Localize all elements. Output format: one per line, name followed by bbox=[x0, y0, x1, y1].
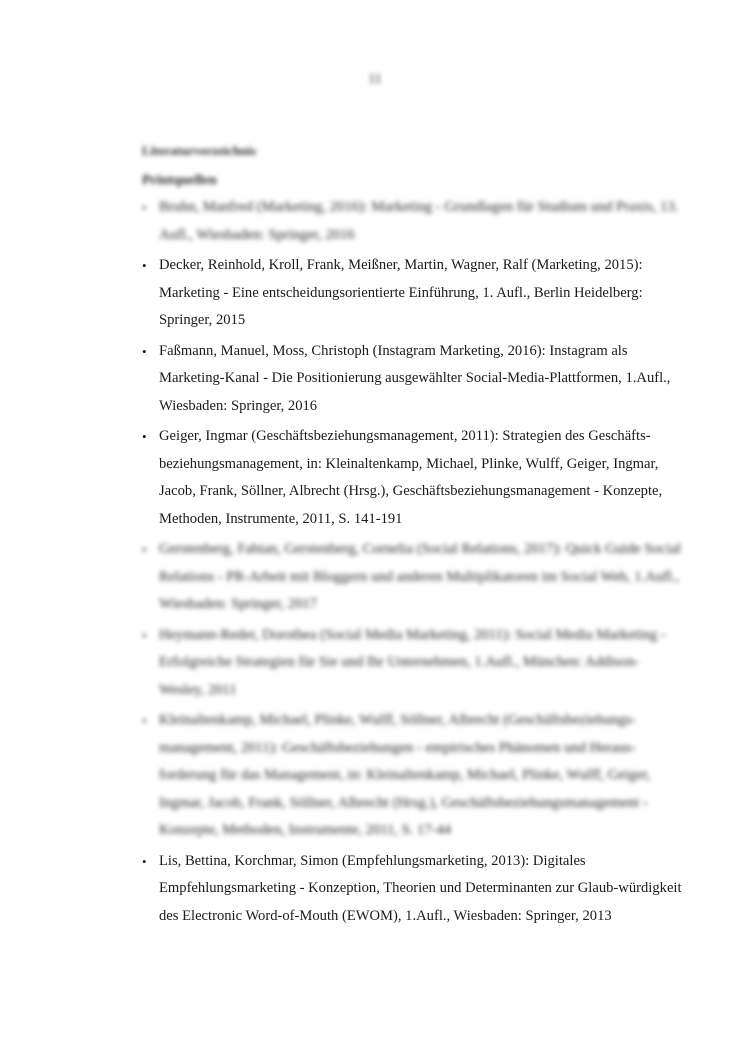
section-heading: Literaturverzeichnis bbox=[142, 143, 257, 158]
bullet-icon: • bbox=[142, 542, 147, 557]
reference-text: Geiger, Ingmar (Geschäftsbeziehungsmanagement, 2011): Strategien des Geschäfts-beziehungsmanagement, in: Kleinaltenkamp, Michael, Plinke, Wulff, Geiger, Ingmar, Jacob, Frank, Söllner, Albrecht (Hrsg.), Geschäftsbeziehungsmanagement - Konzepte, Methoden, Instrumente, 2011, S. 141-191 bbox=[159, 428, 663, 527]
reference-text: Decker, Reinhold, Kroll, Frank, Meißner, Martin, Wagner, Ralf (Marketing, 2015): Marketing - Eine entscheidungsorientierte Einführung, 1. Aufl., Berlin Heidelberg: Springer, 2015 bbox=[159, 257, 643, 328]
document-body bbox=[142, 140, 682, 933]
bullet-icon: • bbox=[142, 258, 147, 273]
reference-text: Lis, Bettina, Korchmar, Simon (Empfehlungsmarketing, 2013): Digitales Empfehlungsmarketing - Konzeption, Theorien und Determinanten zur Glaub-würdigkeit des Electronic Word-of-Mouth (EWOM), 1.Aufl., Wiesbaden: Springer, 2013 bbox=[159, 852, 682, 924]
reference-text: Faßmann, Manuel, Moss, Christoph (Instagram Marketing, 2016): Instagram als Marketing-Kanal - Die Positionierung ausgewählter Social-Media-Plattformen, 1.Aufl., Wiesbaden: Springer, 2016 bbox=[159, 342, 671, 414]
bullet-icon: • bbox=[142, 627, 147, 643]
bullet-icon: • bbox=[142, 429, 147, 444]
reference-text: Kleinaltenkamp, Michael, Plinke, Wulff, Söllner, Albrecht (Geschäftsbeziehungs-management, 2011): Geschäftsbeziehungen - empirisches Phänomen und Heraus-forderung für das Management, in: Kleinaltenkamp, Michael, Plinke, Wulff, Geiger, Ingmar, Jacob, Frank, Söllner, Albrecht (Hrsg.), Geschäftsbeziehungsmanagement - Konzepte, Methoden, Instrumente, 2011, S. 17-44 bbox=[159, 712, 651, 838]
bullet-icon: • bbox=[142, 200, 147, 215]
reference-text: Gerstenberg, Fabian, Gerstenberg, Cornelia (Social Relations, 2017): Quick Guide Social Relations - PR-Arbeit mit Bloggern und anderen Multiplikatoren im Social Web, 1.Aufl., Wiesbaden: Springer, 2017 bbox=[159, 541, 681, 612]
reference-item bbox=[142, 194, 682, 249]
reference-item bbox=[142, 338, 682, 421]
reference-text: Bruhn, Manfred (Marketing, 2016): Marketing - Grundlagen für Studium und Praxis, 13. Aufl., Wiesbaden: Springer, 2016 bbox=[159, 199, 679, 243]
reference-item bbox=[142, 252, 682, 335]
reference-item bbox=[142, 536, 682, 619]
section-subheading: Printquellen bbox=[142, 173, 217, 188]
reference-item bbox=[142, 423, 682, 533]
reference-list bbox=[142, 194, 682, 930]
reference-item bbox=[142, 848, 682, 931]
page-number: 11 bbox=[368, 72, 382, 87]
bullet-icon: • bbox=[142, 853, 147, 869]
reference-item bbox=[142, 622, 682, 705]
bullet-icon: • bbox=[142, 713, 147, 728]
reference-text: Heymann-Reder, Dorothea (Social Media Marketing, 2011): Social Media Marketing - Erfolgreiche Strategien für Sie und Ihr Unternehmen, 1.Aufl., München: Addison-Wesley, 2011 bbox=[159, 626, 666, 698]
reference-item bbox=[142, 707, 682, 845]
bullet-icon: • bbox=[142, 343, 147, 359]
